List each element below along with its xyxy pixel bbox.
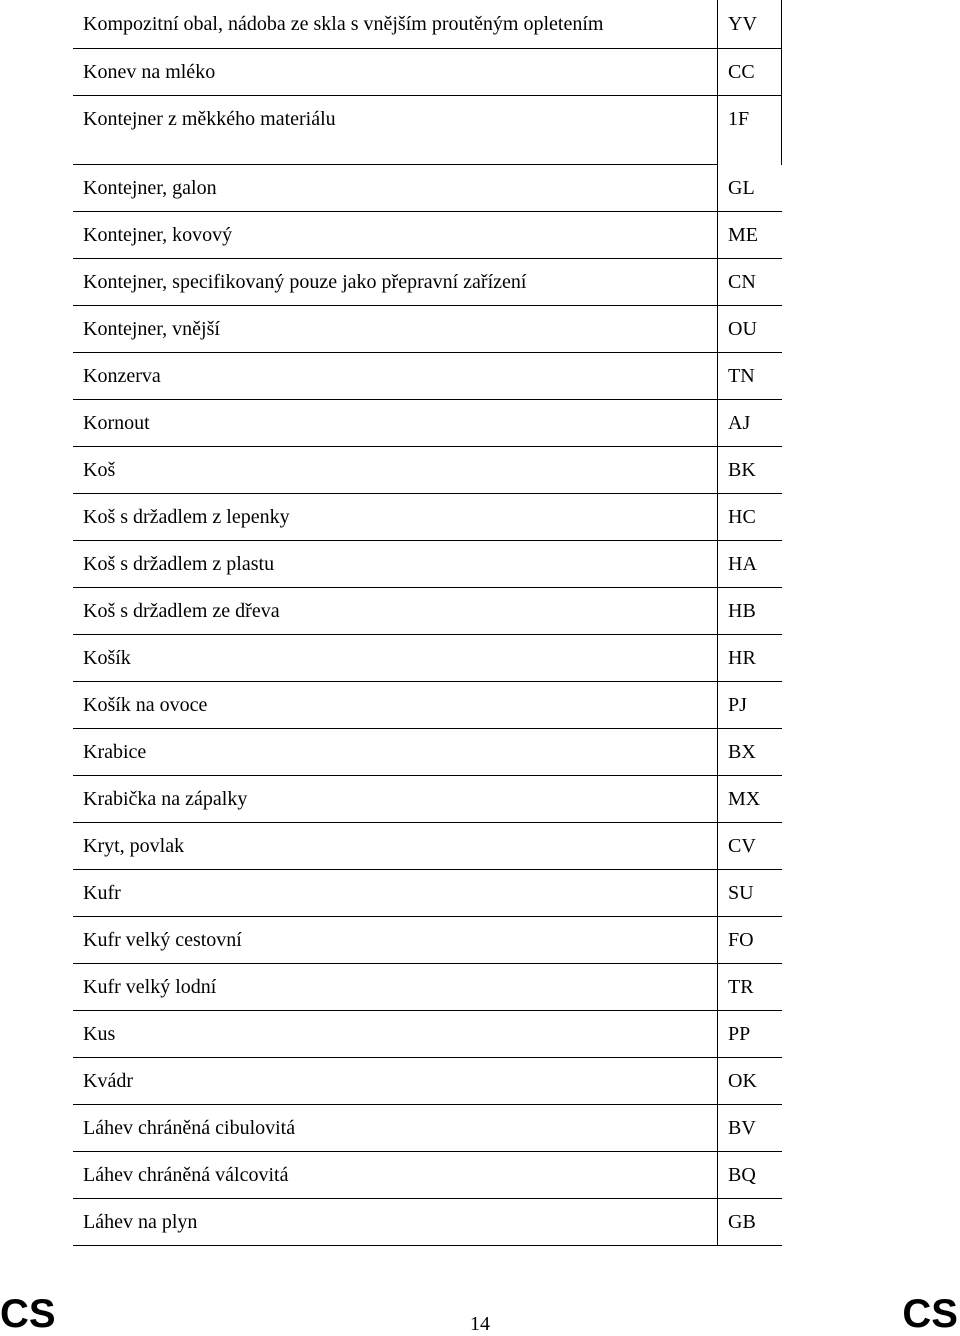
packaging-code: AJ xyxy=(718,400,782,447)
packaging-code: CC xyxy=(718,49,782,96)
table-row xyxy=(73,96,782,165)
table-row xyxy=(73,1105,782,1152)
table-row xyxy=(73,917,782,964)
table-row xyxy=(73,400,782,447)
packaging-name: Kontejner z měkkého materiálu xyxy=(73,96,718,165)
packaging-name: Konev na mléko xyxy=(73,49,718,96)
packaging-name: Konzerva xyxy=(73,353,718,400)
footer-language-label-left: CS xyxy=(0,1292,56,1336)
table-row xyxy=(73,588,782,635)
packaging-code: YV xyxy=(718,0,782,49)
packaging-code: CN xyxy=(718,259,782,306)
table-row xyxy=(73,823,782,870)
table-row xyxy=(73,541,782,588)
packaging-codes-table xyxy=(73,0,782,1246)
packaging-code: 1F xyxy=(718,96,782,165)
packaging-code: BX xyxy=(718,729,782,776)
packaging-code: TN xyxy=(718,353,782,400)
table-row xyxy=(73,776,782,823)
packaging-name: Košík xyxy=(73,635,718,682)
table-row xyxy=(73,870,782,917)
packaging-name: Kvádr xyxy=(73,1058,718,1105)
packaging-code: MX xyxy=(718,776,782,823)
packaging-name: Kufr xyxy=(73,870,718,917)
packaging-name: Kufr velký cestovní xyxy=(73,917,718,964)
packaging-name: Kryt, povlak xyxy=(73,823,718,870)
packaging-name: Kornout xyxy=(73,400,718,447)
table-row xyxy=(73,353,782,400)
footer-language-label-right: CS xyxy=(902,1292,958,1336)
table-row xyxy=(73,0,782,49)
table-row xyxy=(73,964,782,1011)
packaging-code: FO xyxy=(718,917,782,964)
packaging-name: Kontejner, kovový xyxy=(73,212,718,259)
packaging-code: CV xyxy=(718,823,782,870)
packaging-name: Koš s držadlem z lepenky xyxy=(73,494,718,541)
packaging-name: Láhev chráněná cibulovitá xyxy=(73,1105,718,1152)
packaging-code: HC xyxy=(718,494,782,541)
packaging-name: Kontejner, galon xyxy=(73,165,718,212)
packaging-code: GB xyxy=(718,1199,782,1246)
packaging-name: Láhev na plyn xyxy=(73,1199,718,1246)
packaging-name: Koš s držadlem ze dřeva xyxy=(73,588,718,635)
table-row xyxy=(73,682,782,729)
table-row xyxy=(73,1058,782,1105)
packaging-code: BK xyxy=(718,447,782,494)
packaging-name: Láhev chráněná válcovitá xyxy=(73,1152,718,1199)
packaging-code: OK xyxy=(718,1058,782,1105)
table-row xyxy=(73,1199,782,1246)
table-row xyxy=(73,635,782,682)
packaging-code: HR xyxy=(718,635,782,682)
packaging-name: Košík na ovoce xyxy=(73,682,718,729)
table-row xyxy=(73,1152,782,1199)
packaging-name: Krabice xyxy=(73,729,718,776)
packaging-code: OU xyxy=(718,306,782,353)
packaging-name: Koš xyxy=(73,447,718,494)
table-row xyxy=(73,165,782,212)
table-row xyxy=(73,1011,782,1058)
table-row xyxy=(73,494,782,541)
packaging-code: BQ xyxy=(718,1152,782,1199)
table-row xyxy=(73,49,782,96)
packaging-code: PP xyxy=(718,1011,782,1058)
table-row xyxy=(73,259,782,306)
packaging-code: TR xyxy=(718,964,782,1011)
packaging-code: HB xyxy=(718,588,782,635)
packaging-code: ME xyxy=(718,212,782,259)
packaging-name: Kontejner, specifikovaný pouze jako přepravní zařízení xyxy=(73,259,718,306)
packaging-name: Kus xyxy=(73,1011,718,1058)
packaging-code: GL xyxy=(718,165,782,212)
packaging-code: SU xyxy=(718,870,782,917)
table-row xyxy=(73,212,782,259)
packaging-name: Kufr velký lodní xyxy=(73,964,718,1011)
packaging-code: PJ xyxy=(718,682,782,729)
packaging-name: Kompozitní obal, nádoba ze skla s vnějším proutěným opletením xyxy=(73,0,718,49)
packaging-name: Koš s držadlem z plastu xyxy=(73,541,718,588)
packaging-name: Kontejner, vnější xyxy=(73,306,718,353)
table-row xyxy=(73,729,782,776)
table-row xyxy=(73,306,782,353)
packaging-code: HA xyxy=(718,541,782,588)
table-row xyxy=(73,447,782,494)
packaging-name: Krabička na zápalky xyxy=(73,776,718,823)
page-number: 14 xyxy=(470,1313,490,1335)
packaging-code: BV xyxy=(718,1105,782,1152)
